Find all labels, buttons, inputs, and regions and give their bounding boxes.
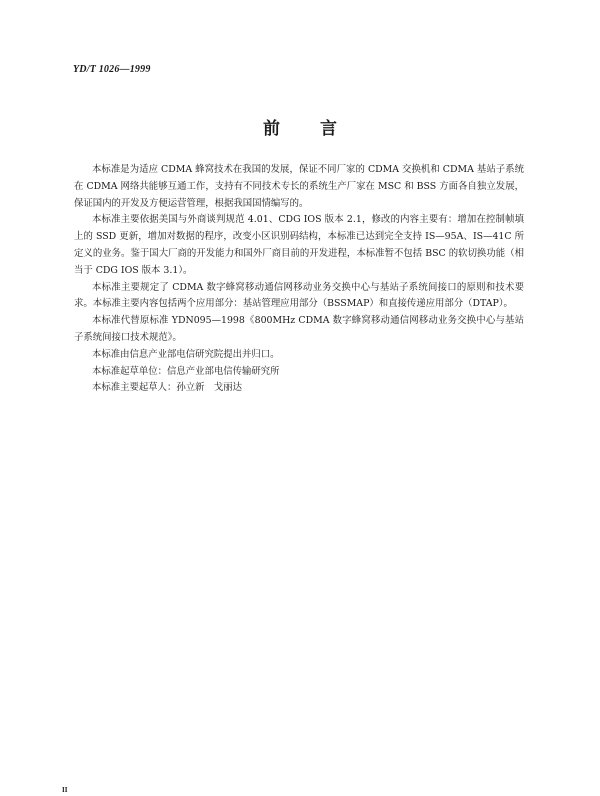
paragraph-scope: 本标准主要规定了 CDMA 数字蜂窝移动通信网移动业务交换中心与基站子系统间接口的原则和技术要求。本标准主要内容包括两个应用部分：基站管理应用部分（BSSMAP）和直接传递应用部分（DTAP）。 (74, 281, 524, 310)
standard-code: YD/T 1026—1999 (73, 64, 151, 75)
paragraph-basis: 本标准主要依据美国与外商谈判规范 4.01、CDG IOS 版本 2.1，修改的内容主要有：增加在控制帧填上的 SSD 更新，增加对数据的程序，改变小区识别码结构，本标准已达到完全支持 IS—95A、IS—41C 所定义的业务。鉴于国大厂商的开发能力和国外厂商目前的开发进程，本标准暂不包括 BSC 的软切换功能（相当于 CDG IOS 版本 3.1）。 (74, 214, 524, 276)
paragraph-purpose: 本标准是为适应 CDMA 蜂窝技术在我国的发展，保证不同厂家的 CDMA 交换机和 CDMA 基站子系统在 CDMA 网络共能够互通工作，支持有不同技术专长的系统生产厂家在 MSC 和 BSS 方面各自独立发展，保证国内的开发及方便运营管理，根据我国国情编写的。 (74, 164, 524, 209)
page-number: II (62, 786, 68, 794)
paragraph-replaces: 本标准代替原标准 YDN095—1998《800MHz CDMA 数字蜂窝移动通信网移动业务交换中心与基站子系统间接口技术规范》。 (74, 315, 524, 343)
paragraph-drafting-unit: 本标准起草单位：信息产业部电信传输研究所 (92, 365, 280, 377)
body-text (74, 162, 524, 397)
page-title: 前言 (263, 119, 377, 139)
paragraph-drafters: 本标准主要起草人：孙立新 戈丽达 (92, 382, 243, 394)
paragraph-proposer: 本标准由信息产业部电信研究院提出并归口。 (92, 348, 280, 360)
